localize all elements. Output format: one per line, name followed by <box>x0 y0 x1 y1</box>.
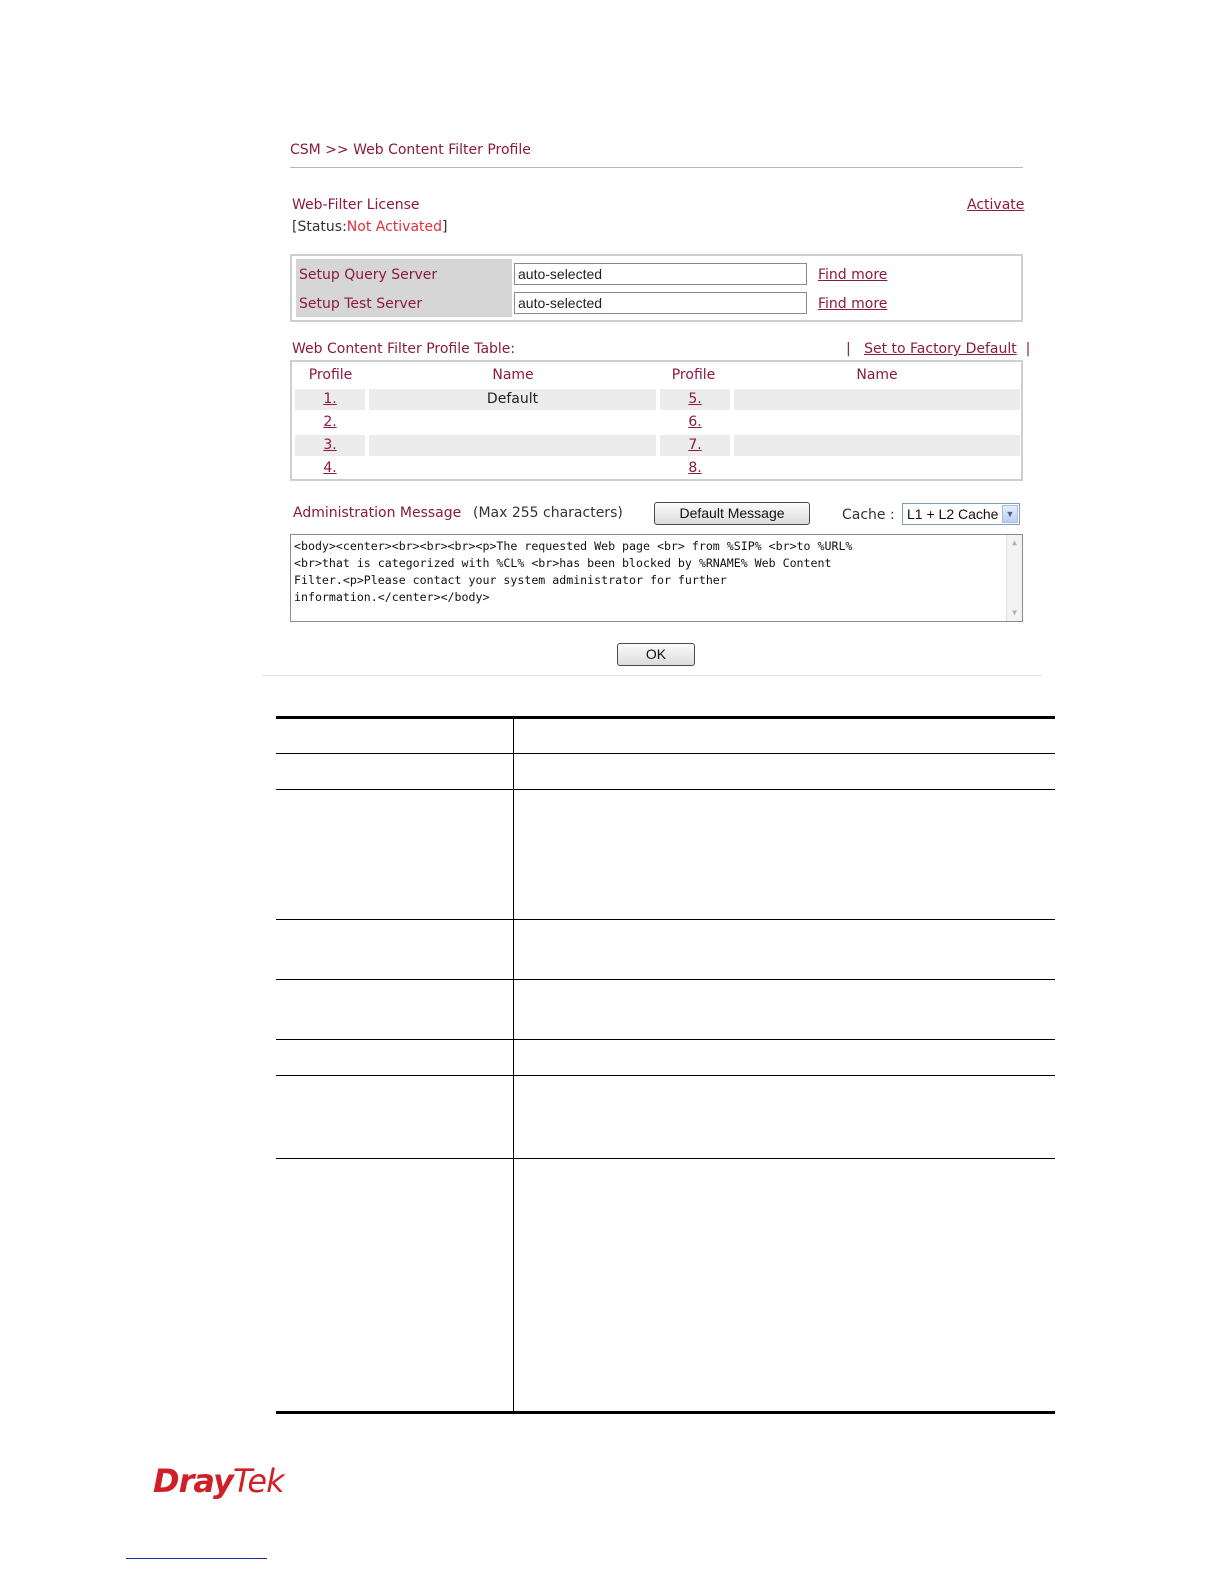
header-name-left: Name <box>492 367 534 383</box>
header-name-right: Name <box>856 367 898 383</box>
separator-left: | <box>846 341 851 357</box>
header-profile-right: Profile <box>671 367 716 383</box>
profile-link-3[interactable]: 3. <box>295 435 365 456</box>
scroll-up-icon[interactable]: ▲ <box>1012 538 1017 547</box>
license-title: Web-Filter License <box>292 197 420 213</box>
profile-name-4 <box>369 458 656 479</box>
profile-link-8[interactable]: 8. <box>688 460 702 476</box>
logo-part-tek: Tek <box>232 1462 284 1500</box>
desc-table-column-divider <box>513 717 514 1413</box>
profile-link-7[interactable]: 7. <box>660 435 730 456</box>
cache-selected-value: L1 + L2 Cache <box>907 506 999 522</box>
profile-name-2 <box>369 412 656 433</box>
query-find-more-link[interactable]: Find more <box>818 267 888 283</box>
profile-table-title: Web Content Filter Profile Table: <box>292 341 516 357</box>
separator-right: | <box>1025 341 1031 357</box>
cache-select[interactable] <box>902 503 1020 525</box>
breadcrumb: CSM >> Web Content Filter Profile <box>290 142 531 158</box>
profile-name-7 <box>734 435 1020 456</box>
desc-table-row-divider <box>276 1158 1055 1159</box>
desc-table-row-divider <box>276 919 1055 920</box>
profile-link-4[interactable]: 4. <box>323 460 337 476</box>
server-labels-column <box>296 259 512 317</box>
desc-table-top-border <box>276 716 1055 719</box>
profile-link-6[interactable]: 6. <box>688 414 702 430</box>
breadcrumb-divider <box>290 167 1023 168</box>
textarea-scrollbar[interactable] <box>1006 535 1022 621</box>
desc-table-row-divider <box>276 1075 1055 1076</box>
status-value: Not Activated <box>346 219 443 235</box>
chevron-down-icon[interactable]: ▼ <box>1002 505 1018 523</box>
profile-link-1[interactable]: 1. <box>295 389 365 410</box>
admin-message-textarea[interactable] <box>290 534 1023 622</box>
table-row <box>295 389 1020 410</box>
desc-table-row-divider <box>276 753 1055 754</box>
table-row <box>295 458 1020 479</box>
profile-name-8 <box>734 458 1020 479</box>
ok-button[interactable]: OK <box>617 643 695 666</box>
status-prefix: [Status: <box>292 219 347 235</box>
panel-divider <box>262 675 1042 676</box>
factory-default-link[interactable]: Set to Factory Default <box>864 341 1017 357</box>
admin-message-label: Administration Message <box>293 505 462 521</box>
desc-table-row-divider <box>276 979 1055 980</box>
server-settings-panel <box>290 254 1023 322</box>
table-row <box>295 412 1020 433</box>
logo-part-dray: Dray <box>153 1462 233 1500</box>
desc-table-row-divider <box>276 1039 1055 1040</box>
desc-table-bottom-border <box>276 1411 1055 1414</box>
query-server-input[interactable] <box>514 263 807 285</box>
profile-name-1: Default <box>369 389 656 410</box>
status-suffix: ] <box>442 219 448 235</box>
cache-label: Cache : <box>842 507 895 523</box>
test-server-input[interactable] <box>514 292 807 314</box>
test-server-label: Setup Test Server <box>299 296 423 312</box>
draytek-logo <box>153 1462 284 1500</box>
test-find-more-link[interactable]: Find more <box>818 296 888 312</box>
table-row <box>295 435 1020 456</box>
profile-name-5 <box>734 389 1020 410</box>
desc-table-row-divider <box>276 789 1055 790</box>
profile-link-5[interactable]: 5. <box>660 389 730 410</box>
default-message-button[interactable]: Default Message <box>654 502 810 525</box>
query-server-label: Setup Query Server <box>299 267 438 283</box>
profile-table <box>290 360 1023 481</box>
admin-message-max-note: (Max 255 characters) <box>473 505 623 521</box>
profile-link-2[interactable]: 2. <box>323 414 337 430</box>
footer-divider <box>126 1558 267 1559</box>
scroll-down-icon[interactable]: ▼ <box>1012 608 1017 617</box>
license-status <box>292 219 448 235</box>
factory-default-group <box>846 341 1030 357</box>
profile-name-3 <box>369 435 656 456</box>
header-profile-left: Profile <box>308 367 353 383</box>
activate-link[interactable]: Activate <box>967 197 1025 213</box>
profile-name-6 <box>734 412 1020 433</box>
admin-message-text: <body><center><br><br><br><p>The requested Web page <br> from %SIP% <br>to %URL% <br>that is categorized with %CL% <br>has been blocked by %RNAME% Web Content Filter.<p>Please contact your system administrator for further information.</center></body> <box>294 539 853 604</box>
